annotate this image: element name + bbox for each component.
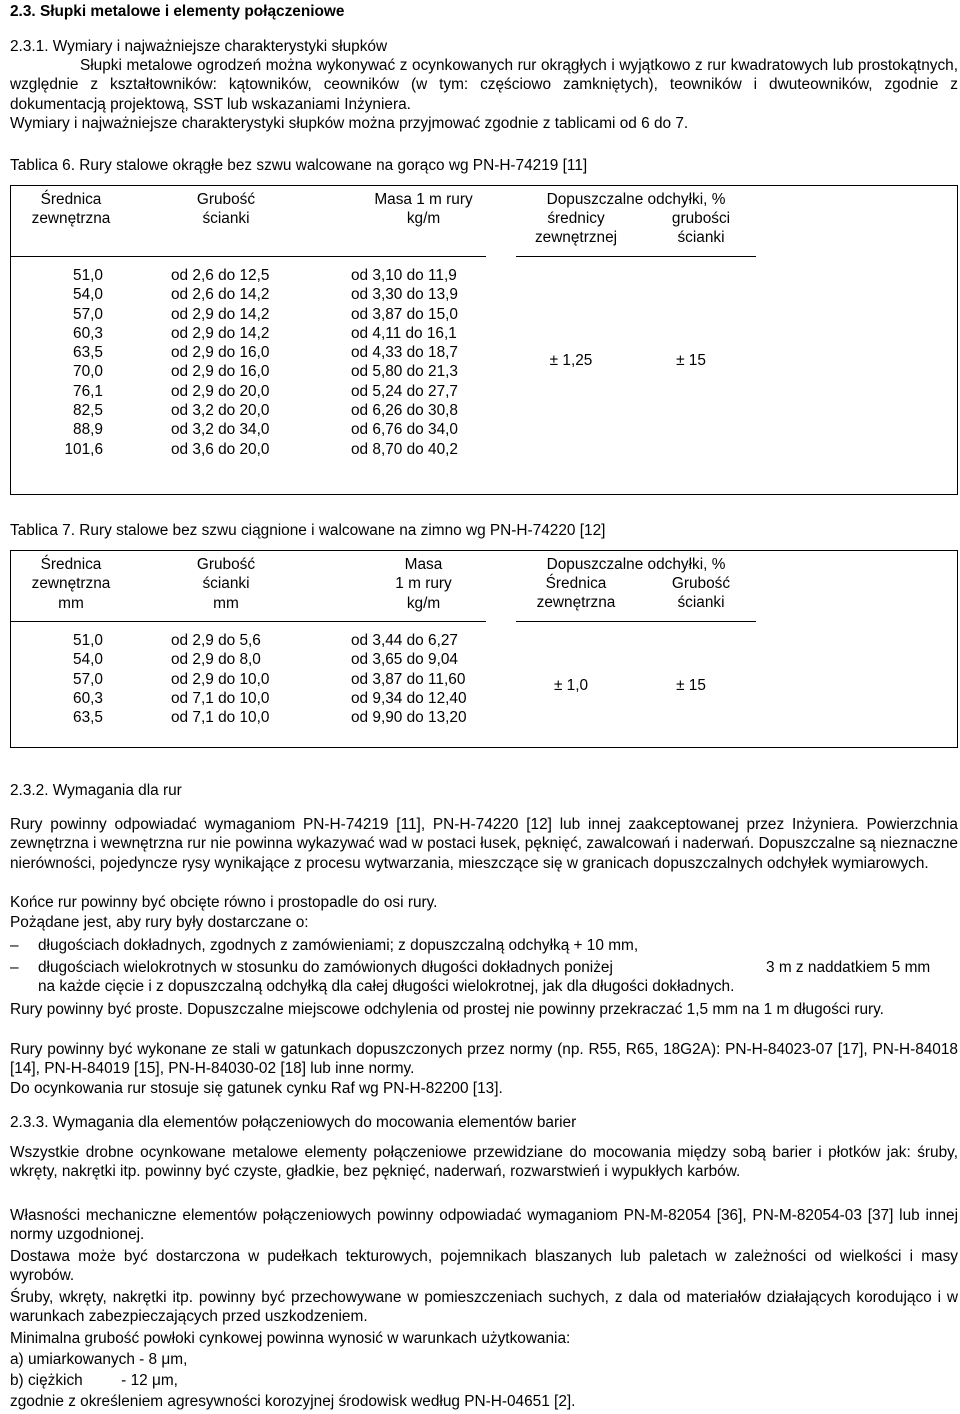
delivery-paragraph: Dostawa może być dostarczona w pudełkach tekturowych, pojemnikach blaszanych lub paletach w zależności od wielkości i masy wyrobów. [10,1248,958,1285]
table7-header-thickness: Grubość ścianki mm [196,556,256,612]
table7-col-diameter: 51,0 54,0 57,0 60,3 63,5 [73,632,103,727]
table6-tol-diameter-value: ± 1,25 [549,352,593,369]
list-item-text-continued: 3 m z naddatkiem 5 mm [766,959,931,976]
table6-header-tol-thickness: grubości ścianki [671,210,731,247]
paragraph-tables-ref: Wymiary i najważniejsze charakterystyki słupków można przyjmować zgodnie z tablicami od 6 do 7. [10,115,689,132]
list-dash: – [10,937,19,954]
table7-header-tolerances: Dopuszczalne odchyłki, % [546,556,726,573]
table7-header-divider-right [516,621,756,622]
table7-col-thickness: od 2,9 do 5,6 od 2,9 do 8,0 od 2,9 do 10,0 od 7,1 do 10,0 od 7,1 do 10,0 [171,632,270,727]
table7-header-divider [11,621,486,622]
table6-header-divider-right [516,256,756,257]
zinc-paragraph: Do ocynkowania rur stosuje się gatunek cynku Raf wg PN-H-82200 [13]. [10,1080,503,1097]
table7-col-mass: od 3,44 do 6,27 od 3,65 do 9,04 od 3,87 do 11,60 od 9,34 do 12,40 od 9,90 do 13,20 [351,632,467,727]
list-item-text-wrap: na każde cięcie i z dopuszczalną odchyłką dla całej długości wielokrotnej, jak dla długości dokładnych. [38,978,735,995]
zinc-coating-paragraph: Minimalna grubość powłoki cynkowej powinna wynosić w warunkach użytkowania: [10,1330,571,1347]
table7-header-diameter: Średnica zewnętrzna mm [31,556,111,612]
subsection-2-3-1-title: 2.3.1. Wymiary i najważniejsze charakterystyki słupków [10,38,388,55]
table6-header-tol-diameter: średnicy zewnętrznej [534,210,618,247]
list-item-text: długościach dokładnych, zgodnych z zamówieniami; z dopuszczalną odchyłką + 10 mm, [38,937,639,954]
table7-tol-diameter-value: ± 1,0 [553,677,589,694]
coating-moderate: a) umiarkowanych - 8 μm, [10,1351,188,1368]
table6-header-thickness: Grubość ścianki [196,191,256,228]
pipes-delivery-intro: Pożądane jest, aby rury były dostarczane o: [10,914,309,931]
table6-header-mass: Masa 1 m rury kg/m [374,191,473,228]
paragraph-intro: Słupki metalowe ogrodzeń można wykonywać z ocynkowanych rur okrągłych i wyjątkowo z rur kwadratowych lub prostokątnych, względnie z kształtowników: kątowników, ceowników (w tym: częściowo zamkniętych), teowników i dwuteowników, zgodnie z dokumentacją projektową, SST lub wskazaniami Inżyniera. [10,57,958,113]
list-dash: – [10,959,19,976]
subsection-2-3-2-title: 2.3.2. Wymagania dla rur [10,782,182,799]
table6-tol-thickness-value: ± 15 [676,352,706,369]
table7-header-mass: Masa 1 m rury kg/m [395,556,452,612]
section-heading: 2.3. Słupki metalowe i elementy połączeniowe [10,3,345,20]
storage-paragraph: Śruby, wkręty, nakrętki itp. powinny być przechowywane w pomieszczeniach suchych, z dala od materiałów działających korodująco i w warunkach zabezpieczających przed uszkodzeniem. [10,1289,958,1326]
table6-header-tolerances: Dopuszczalne odchyłki, % [546,191,726,208]
table6-header-diameter: Średnica zewnętrzna [31,191,111,228]
table7-tol-thickness-value: ± 15 [676,677,706,694]
steel-grades-paragraph: Rury powinny być wykonane ze stali w gatunkach dopuszczonych przez normy (np. R55, R65, 18G2A): PN-H-84023-07 [17], PN-H-84018 [14], PN-H-84019 [15], PN-H-84030-02 [18] lub inne normy. [10,1041,958,1078]
table7-header-tol-thickness: Grubość ścianki [671,575,731,612]
table6-col-mass: od 3,10 do 11,9 od 3,30 do 13,9 od 3,87 do 15,0 od 4,11 do 16,1 od 4,33 do 18,7 od 5,80 do 21,3 od 5,24 do 27,7 od 6,26 do 30,8 od 6,76 do 34,0 od 8,70 do 40,2 [351,267,458,458]
table7-caption: Tablica 7. Rury stalowe bez szwu ciągnione i walcowane na zimno wg PN-H-74220 [12] [10,522,606,539]
pipes-ends-paragraph: Końce rur powinny być obcięte równo i prostopadle do osi rury. [10,894,438,911]
table6-col-diameter: 51,0 54,0 57,0 60,3 63,5 70,0 76,1 82,5 88,9 101,6 [64,267,103,458]
subsection-2-3-3-title: 2.3.3. Wymagania dla elementów połączeniowych do mocowania elementów barier [10,1114,577,1131]
mechanical-properties-paragraph: Własności mechaniczne elementów połączeniowych powinny odpowiadać wymaganiom PN-M-82054 [36], PN-M-82054-03 [37] lub innej normy uzgodnionej. [10,1207,958,1244]
list-item-text: długościach wielokrotnych w stosunku do zamówionych długości dokładnych poniżej [38,959,613,976]
table7 [10,550,958,748]
pipes-requirements-paragraph: Rury powinny odpowiadać wymaganiom PN-H-74219 [11], PN-H-74220 [12] lub innej zaakceptowanej przez Inżyniera. Powierzchnia zewnętrzna i wewnętrzna rur nie powinna wykazywać wad w postaci łusek, pęknięć, zawalcowań i naderwań. Dopuszczalne są nieznaczne nierówności, pojedyncze rysy wynikające z procesu wytwarzania, mieszczące się w granicach dopuszczalnych odchyłek wymiarowych. [10,816,958,872]
table6 [10,185,958,495]
fasteners-paragraph: Wszystkie drobne ocynkowane metalowe elementy połączeniowe przewidziane do mocowania między sobą barier i płotków jak: śruby, wkręty, nakrętki itp. powinny być czyste, gładkie, bez pęknięć, naderwań, rozwarstwień i wypukłych karbów. [10,1144,958,1181]
straightness-paragraph: Rury powinny być proste. Dopuszczalne miejscowe odchylenia od prostej nie powinny przekraczać 1,5 mm na 1 m długości rury. [10,1001,884,1018]
corrosivity-paragraph: zgodnie z określeniem agresywności korozyjnej środowisk według PN-H-04651 [2]. [10,1393,576,1410]
table7-header-tol-diameter: Średnica zewnętrzna [536,575,616,612]
table6-col-thickness: od 2,6 do 12,5 od 2,6 do 14,2 od 2,9 do 14,2 od 2,9 do 14,2 od 2,9 do 16,0 od 2,9 do 16,0 od 2,9 do 20,0 od 3,2 do 20,0 od 3,2 do 34,0 od 3,6 do 20,0 [171,267,270,458]
coating-heavy: b) ciężkich - 12 μm, [10,1372,178,1389]
table6-header-divider [11,256,486,257]
table6-caption: Tablica 6. Rury stalowe okrągłe bez szwu walcowane na gorąco wg PN-H-74219 [11] [10,157,588,174]
